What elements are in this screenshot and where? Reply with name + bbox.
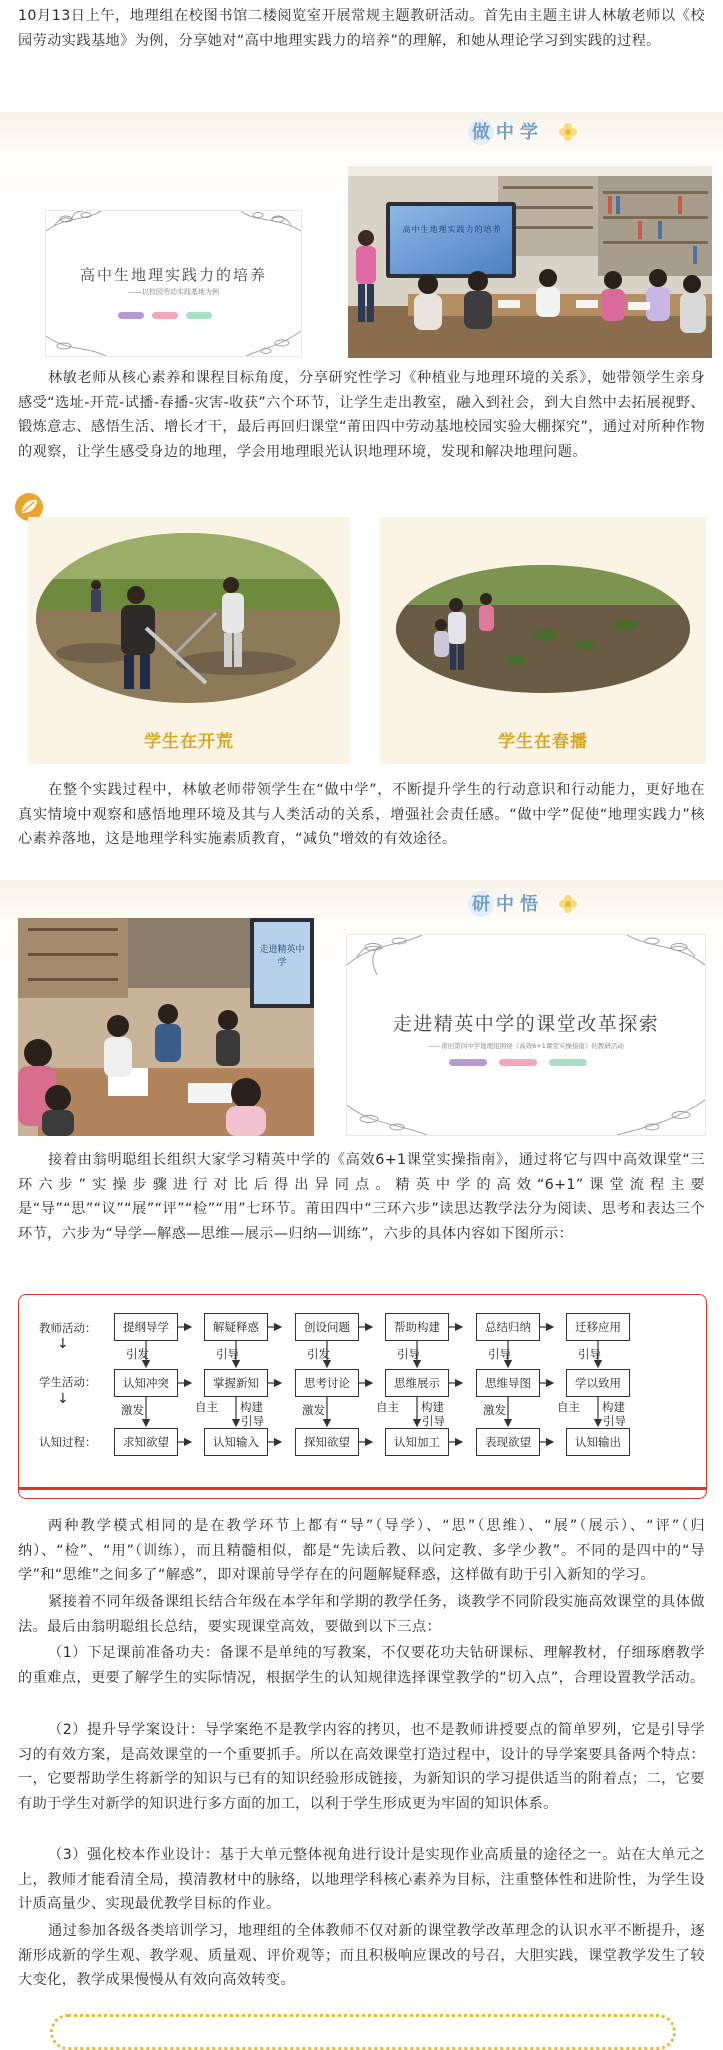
teacher-step: 迁移应用 bbox=[566, 1313, 630, 1341]
paragraph-8: （3）强化校本作业设计：基于大单元整体视角进行设计是实现作业高质量的途径之一。站在大单元之上，教师才能看清全局，摸清教材中的脉络，以地理学科核心素养为目标，注重整体性和进阶性，为学生设计质高量少、实现最优教学目标的作业。 bbox=[18, 1847, 705, 1912]
student-step: 认知冲突 bbox=[114, 1369, 178, 1397]
self-label: 自主 bbox=[195, 1400, 218, 1414]
slide-pill bbox=[549, 1059, 587, 1066]
student-step: 学以致用 bbox=[566, 1369, 630, 1397]
teacher-step: 提纲导学 bbox=[114, 1313, 178, 1341]
meeting-photo bbox=[18, 918, 314, 1136]
link-label: 激发 bbox=[302, 1403, 325, 1417]
cognition-step: 认知加工 bbox=[385, 1428, 449, 1456]
cognition-step: 认知输出 bbox=[566, 1428, 630, 1456]
construct-label: 构建 bbox=[240, 1400, 263, 1414]
link-label: 引导 bbox=[578, 1347, 601, 1361]
paragraph-1: 林敏老师从核心素养和课程目标角度，分享研究性学习《种植业与地理环境的关系》，她带领学生亲身感受“选址-开荒-试播-春播-灾害-收获”六个环节，让学生走出教室，融入到社会，到大自然中去拓展视野、锻炼意志、感悟生活、增长才干，最后再回归课堂“莆田四中劳动基地校园实验大棚探究”，通过对所种作物的观察，让学生感受身边的地理，学会用地理眼光认识地理环境，发现和解决地理问题。 bbox=[18, 370, 705, 460]
photo-chunbo bbox=[396, 565, 690, 693]
section-tag-2 bbox=[468, 888, 544, 917]
photo-card-chunbo bbox=[380, 517, 706, 764]
link-label: 引导 bbox=[603, 1414, 626, 1428]
screen-text: 走进精英中学 bbox=[259, 945, 305, 968]
paragraph-7: （2）提升导学案设计：导学案绝不是教学内容的拷贝，也不是教师讲授要点的简单罗列，它是引导学习的有效方案，是高效课堂的一个重要抓手。所以在高效课堂打造过程中，设计的导学案要具备两个特点：一，它要帮助学生将新学的知识与已有的知识经验形成链接，为新知识的学习提供适当的附着点；二，它要有助于学生对新学的知识进行多方面的加工，以利于学生形成更为牢固的知识体系。 bbox=[18, 1722, 705, 1812]
flower-icon bbox=[558, 894, 578, 914]
flower-icon bbox=[558, 122, 578, 142]
link-label: 引导 bbox=[422, 1414, 445, 1428]
link-label: 引发 bbox=[126, 1347, 149, 1361]
link-label: 激发 bbox=[483, 1403, 506, 1417]
student-step: 思维导图 bbox=[476, 1369, 540, 1397]
link-label: 引发 bbox=[307, 1347, 330, 1361]
slide-subtitle: ——以校园劳动实践基地为例 bbox=[128, 288, 219, 296]
student-step: 掌握新知 bbox=[204, 1369, 268, 1397]
self-label: 自主 bbox=[557, 1400, 580, 1414]
photo-caption: 学生在春播 bbox=[498, 732, 588, 752]
student-step: 思维展示 bbox=[385, 1369, 449, 1397]
slide-pill bbox=[152, 312, 178, 319]
paragraph-9: 通过参加各级各类培训学习，地理组的全体教师不仅对新的课堂教学改革理念的认识水平不断提升，逐渐形成新的学生观、教学观、质量观、评价观等；而且积极响应课改的号召，大胆实践，课堂教学发生了较大变化，教学成果慢慢从有效向高效转变。 bbox=[18, 1923, 705, 1988]
student-step: 思考讨论 bbox=[295, 1369, 359, 1397]
paragraph-3: 接着由翁明聪组长组织大家学习精英中学的《高效6+1课堂实操指南》，通过将它与四中高效课堂“三环六步”实操步骤进行对比后得出异同点。精英中学的高效“6+1”课堂流程主要是“导”“思”“议”“展”“评”“检”“用”七环节。莆田四中“三环六步”读思达教学法分为阅读、思考和表达三个环节，六步为“导学—解惑—思维—展示—归纳—训练”，六步的具体内容如下图所示： bbox=[18, 1152, 705, 1242]
field-photo-illustration bbox=[396, 565, 690, 693]
teacher-step: 总结归纳 bbox=[476, 1313, 540, 1341]
section-tag-text: 研中悟 bbox=[472, 894, 544, 915]
link-label: 引导 bbox=[241, 1414, 264, 1428]
slide-pill bbox=[118, 312, 144, 319]
slide-pill bbox=[449, 1059, 487, 1066]
field-photo-illustration bbox=[36, 533, 340, 703]
slide-card-1 bbox=[45, 210, 302, 357]
teacher-step: 解疑释惑 bbox=[204, 1313, 268, 1341]
link-label: 引导 bbox=[216, 1347, 239, 1361]
slide-title: 走进精英中学的课堂改革探索 bbox=[392, 1013, 660, 1035]
teacher-step: 帮助构建 bbox=[385, 1313, 449, 1341]
cognition-step: 表现欲望 bbox=[476, 1428, 540, 1456]
construct-label: 构建 bbox=[602, 1400, 625, 1414]
slide-pill bbox=[186, 312, 212, 319]
library-meeting-photo bbox=[348, 166, 712, 358]
link-label: 激发 bbox=[121, 1403, 144, 1417]
teacher-step: 创设问题 bbox=[295, 1313, 359, 1341]
library-photo-illustration bbox=[348, 166, 712, 358]
cognition-step: 认知输入 bbox=[204, 1428, 268, 1456]
photo-caption: 学生在开荒 bbox=[144, 732, 234, 752]
photo-kaihuang bbox=[36, 533, 340, 703]
footer-dotted-frame bbox=[50, 2014, 676, 2050]
self-label: 自主 bbox=[376, 1400, 399, 1414]
section-tag-text: 做中学 bbox=[472, 122, 544, 143]
row-label-teacher: 教师活动： bbox=[39, 1321, 97, 1335]
flowchart bbox=[18, 1294, 707, 1499]
paragraph-5: 紧接着不同年级备课组长结合年级在本学年和学期的教学任务，谈教学不同阶段实施高效课堂的具体做法。最后由翁明聪组长总结，要实现课堂高效，要做到以下三点： bbox=[18, 1594, 705, 1635]
slide-card-2 bbox=[346, 934, 706, 1136]
section-tag-1 bbox=[468, 116, 544, 145]
intro-paragraph: 10月13日上午，地理组在校图书馆二楼阅览室开展常规主题教研活动。首先由主题主讲人林敏老师以《校园劳动实践基地》为例，分享她对“高中地理实践力的培养”的理解，和她从理论学习到实践的过程。 bbox=[18, 8, 705, 49]
paragraph-2: 在整个实践过程中，林敏老师带领学生在“做中学”，不断提升学生的行动意识和行动能力，更好地在真实情境中观察和感悟地理环境及其与人类活动的关系，增强社会责任感。“做中学”促使“地理实践力”核心素养落地，这是地理学科实施素质教育，“减负”增效的有效途径。 bbox=[18, 782, 705, 847]
row-label-cognition: 认知过程： bbox=[39, 1435, 97, 1449]
paragraph-6: （1）下足课前准备功夫：备课不是单纯的写教案，不仅要花功夫钻研课标、理解教材，仔细琢磨教学的重难点，更要了解学生的实际情况，根据学生的认知规律选择课堂教学的“切入点”，合理设置教学活动。 bbox=[18, 1645, 705, 1686]
cognition-step: 探知欲望 bbox=[295, 1428, 359, 1456]
slide-title: 高中生地理实践力的培养 bbox=[79, 266, 267, 284]
slide-pill bbox=[499, 1059, 537, 1066]
link-label: 引导 bbox=[397, 1347, 420, 1361]
construct-label: 构建 bbox=[421, 1400, 444, 1414]
down-arrow-icon: ↓ bbox=[57, 1336, 69, 1352]
link-label: 引导 bbox=[488, 1347, 511, 1361]
cognition-step: 求知欲望 bbox=[114, 1428, 178, 1456]
slide-subtitle: ——莆田第四中学地理组围绕《高效6+1课堂实操指南》的教研活动 bbox=[428, 1042, 624, 1050]
paragraph-4: 两种教学模式相同的是在教学环节上都有“导”（导学）、“思”（思维）、“展”（展示）、“评”（归纳）、“检”、“用”（训练），而且精髓相似，都是“先读后教、以问定教、多学少教”。不同的是四中的“导学”和“思维”之间多了“解惑”，即对课前导学存在的问题解疑释惑，这样做有助于引入新知的学习。 bbox=[18, 1518, 705, 1583]
row-label-student: 学生活动： bbox=[39, 1375, 97, 1389]
photo-card-kaihuang bbox=[28, 517, 350, 764]
down-arrow-icon: ↓ bbox=[57, 1391, 69, 1407]
projector-text: 高中生地理实践力的培养 bbox=[402, 225, 502, 234]
